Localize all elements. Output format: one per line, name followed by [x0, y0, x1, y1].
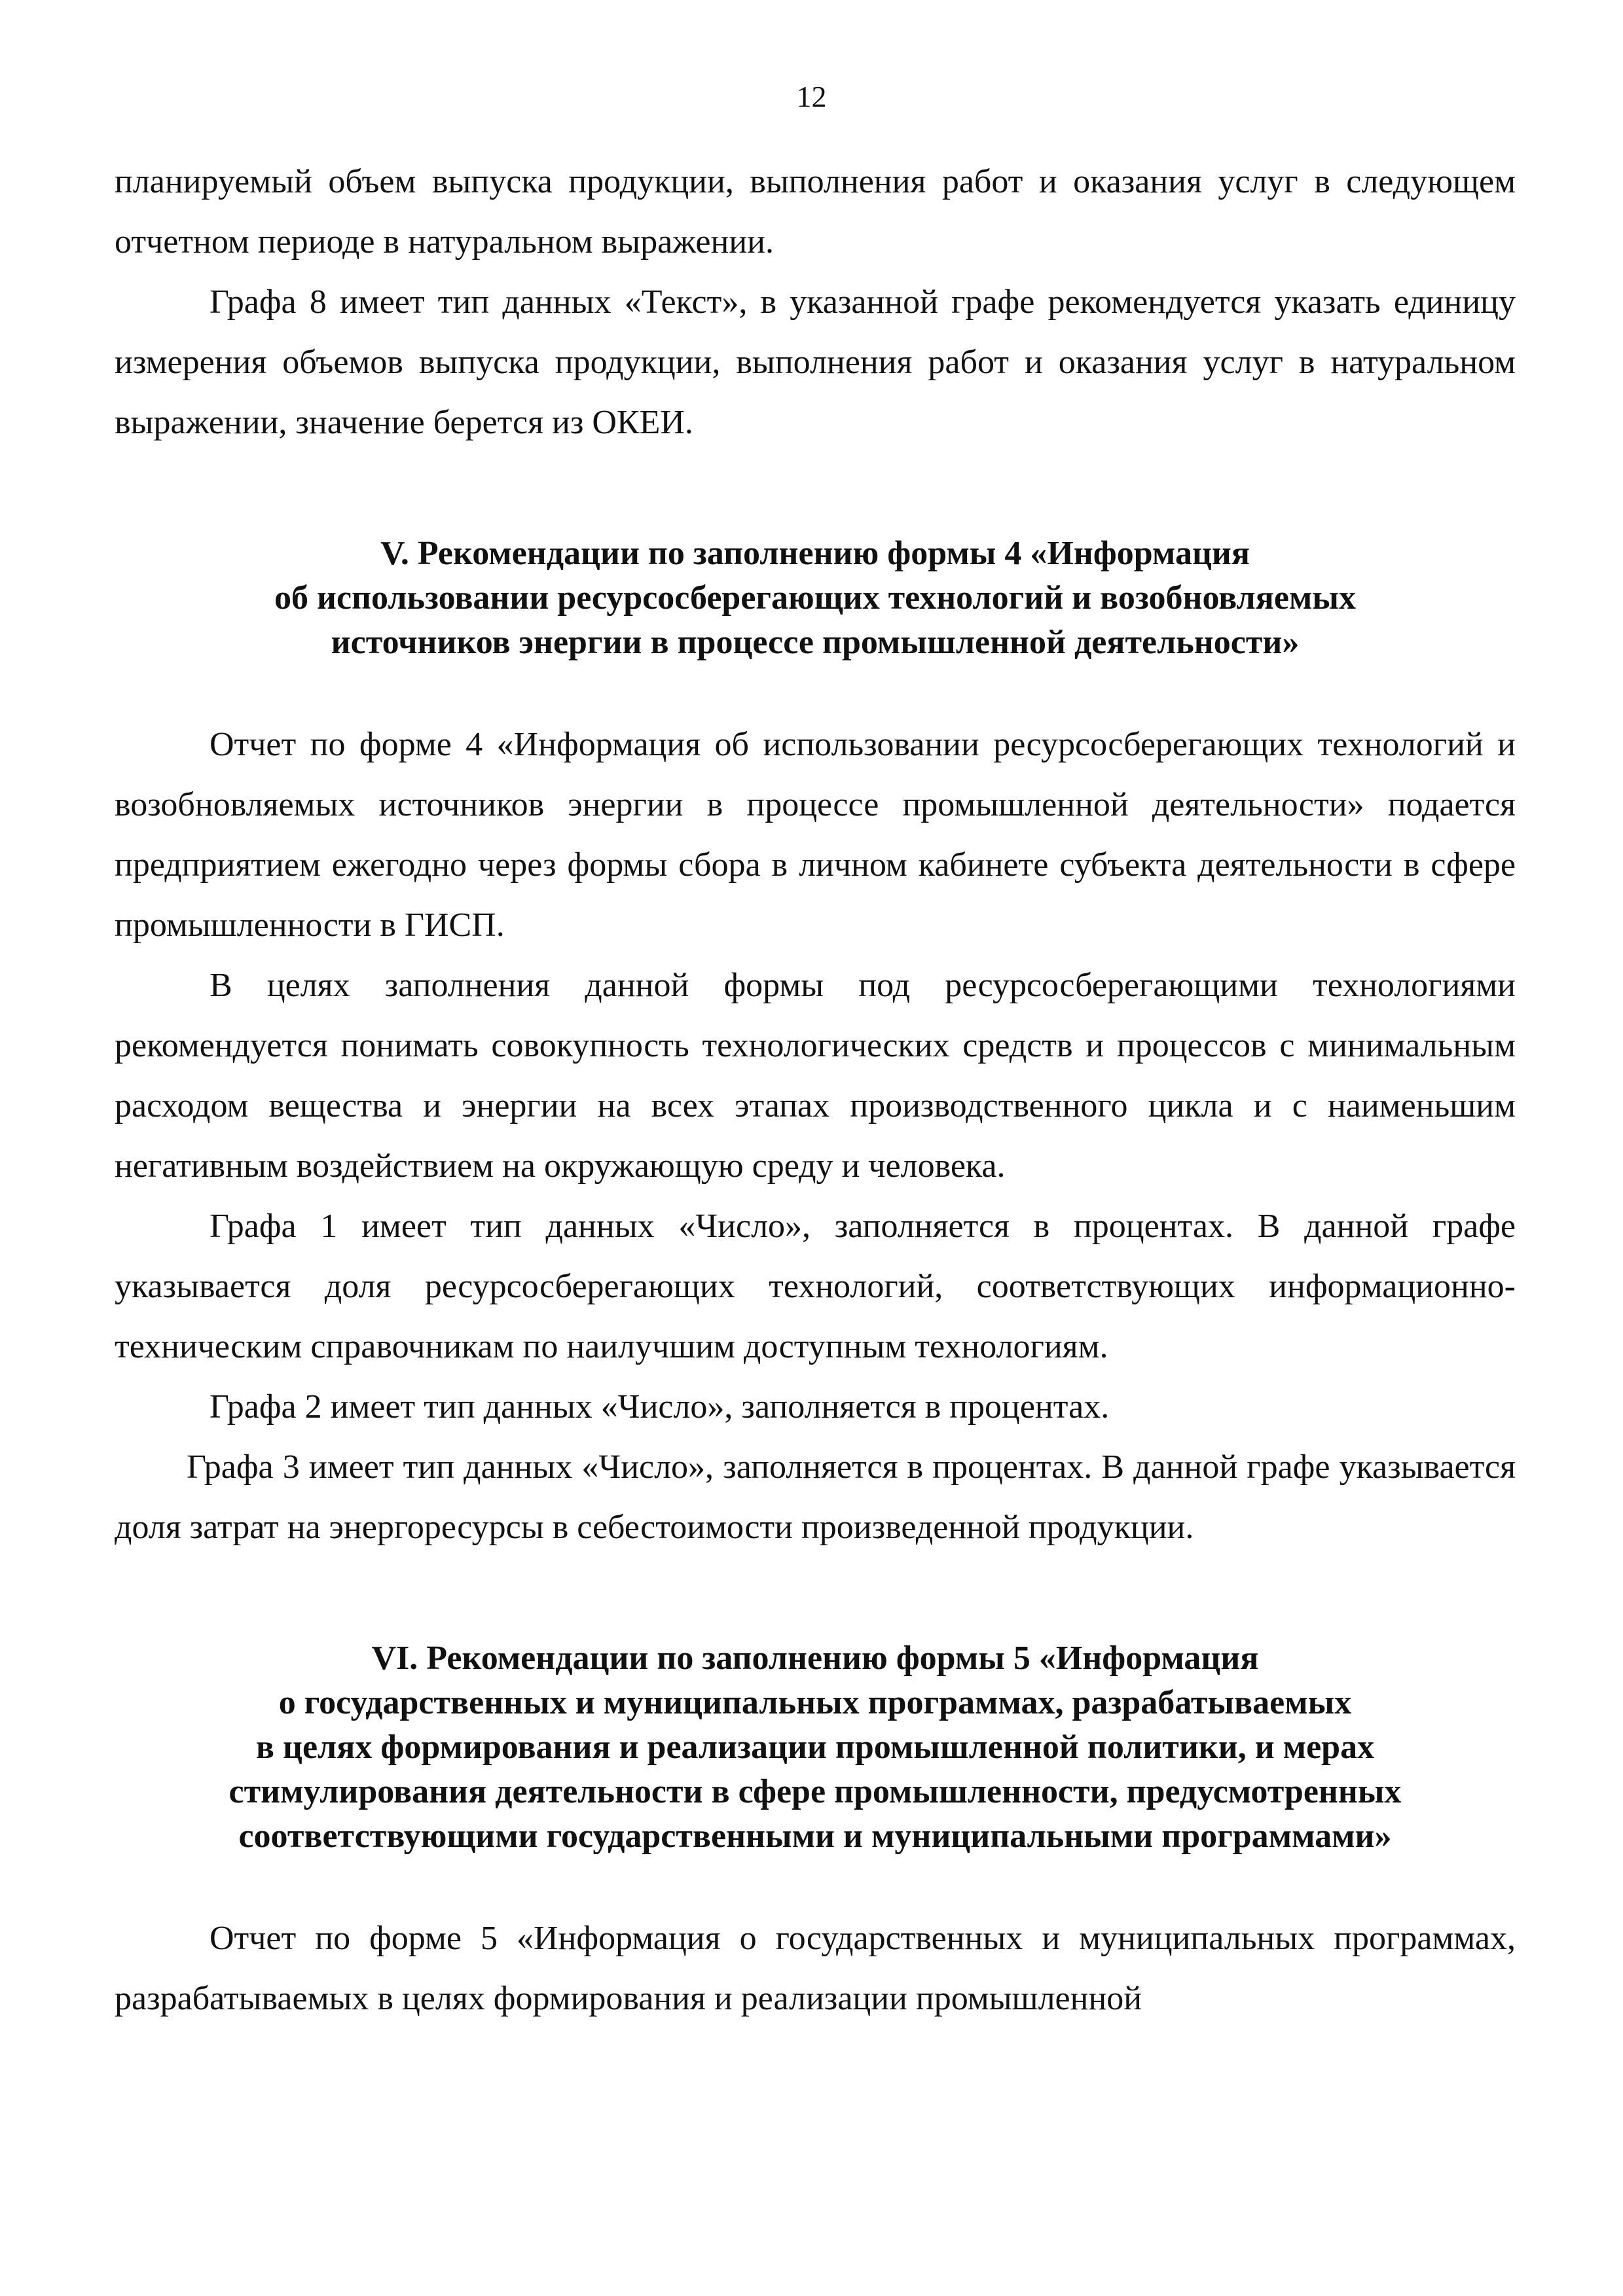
page-content — [115, 152, 1516, 2029]
section-6-heading-line: соответствующими государственными и муниципальными программами» — [238, 1818, 1392, 1855]
section-5-heading-line: V. Рекомендации по заполнению формы 4 «Информация — [380, 535, 1250, 572]
section-6-heading-line: о государственных и муниципальных программах, разрабатываемых — [278, 1684, 1352, 1721]
section-5-heading-line: об использовании ресурсосберегающих технологий и возобновляемых — [274, 579, 1356, 617]
section-5-paragraph: Отчет по форме 4 «Информация об использовании ресурсосберегающих технологий и возобновляемых источников энергии в процессе промышленной деятельности» подается предприятием ежегодно через формы сбора в личном кабинете субъекта деятельности в сфере промышленности в ГИСП. — [115, 726, 1516, 944]
section-5-paragraph: В целях заполнения данной формы под ресурсосберегающими технологиями рекомендуется понимать совокупность технологических средств и процессов с минимальным расходом вещества и энергии на всех этапах производственного цикла и с наименьшим негативным воздействием на окружающую среду и человека. — [115, 967, 1516, 1185]
page-number: 12 — [796, 80, 827, 113]
section-5-paragraph: Графа 1 имеет тип данных «Число», заполняется в процентах. В данной графе указывается доля ресурсосберегающих технологий, соответствующих информационно-техническим справочникам по наилучшим доступным технологиям. — [115, 1208, 1516, 1365]
section-6-heading-line: VI. Рекомендации по заполнению формы 5 «Информация — [371, 1640, 1259, 1677]
intro-paragraph-column-8: Графа 8 имеет тип данных «Текст», в указанной графе рекомендуется указать единицу измерения объемов выпуска продукции, выполнения работ и оказания услуг в натуральном выражении, значение берется из ОКЕИ. — [115, 283, 1516, 441]
section-6-heading-line: в целях формирования и реализации промышленной политики, и мерах — [255, 1729, 1375, 1766]
section-5-paragraph: Графа 3 имеет тип данных «Число», заполняется в процентах. В данной графе указывается доля затрат на энергоресурсы в себестоимости произведенной продукции. — [115, 1448, 1516, 1546]
section-6-heading — [115, 1636, 1516, 1859]
section-5-heading — [115, 531, 1516, 665]
intro-paragraph-continued: планируемый объем выпуска продукции, выполнения работ и оказания услуг в следующем отчетном периоде в натуральном выражении. — [115, 163, 1516, 260]
section-6-paragraph: Отчет по форме 5 «Информация о государственных и муниципальных программах, разрабатываемых в целях формирования и реализации промышленной — [115, 1920, 1516, 2017]
section-6-heading-line: стимулирования деятельности в сфере промышленности, предусмотренных — [228, 1773, 1402, 1810]
section-5-paragraph: Графа 2 имеет тип данных «Число», заполняется в процентах. — [210, 1388, 1110, 1426]
section-5-heading-line: источников энергии в процессе промышленной деятельности» — [331, 624, 1300, 661]
